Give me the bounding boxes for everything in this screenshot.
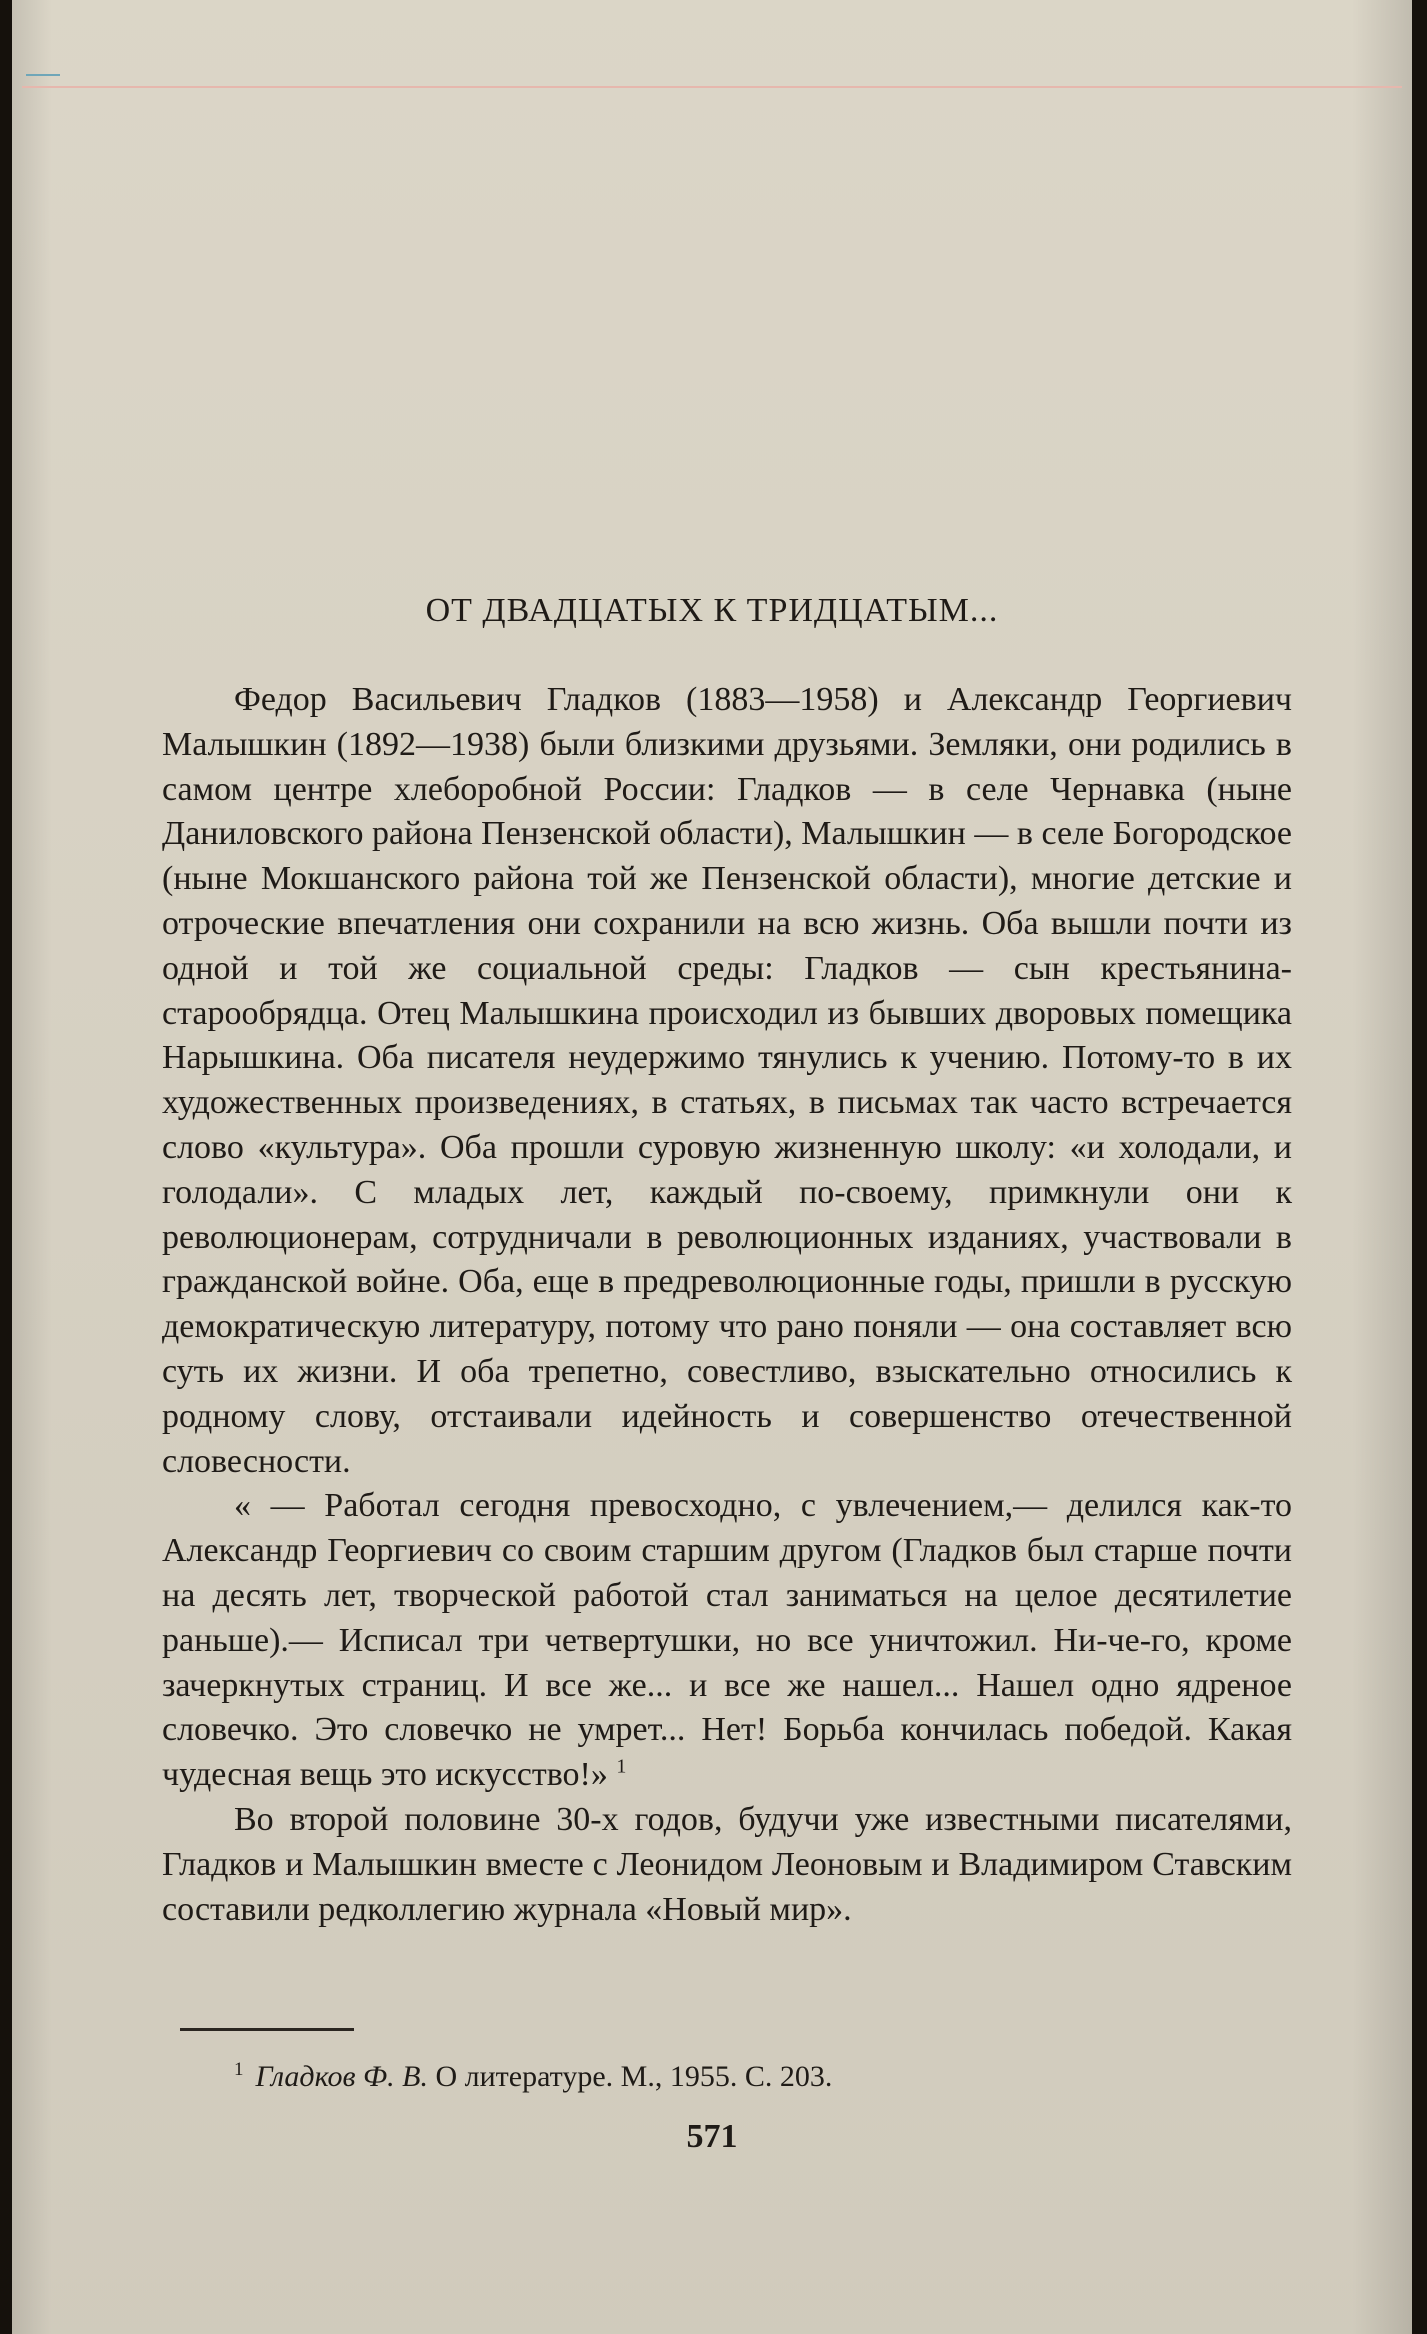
footnote-text: О литературе. М., 1955. С. 203. xyxy=(435,2060,833,2093)
book-page xyxy=(12,0,1412,2334)
page-number: 571 xyxy=(686,2118,738,2155)
paragraph: Во второй половине 30-х годов, будучи уже известными писателями, Гладков и Малышкин вместе с Леонидом Леоновым и Владимиром Ставским составили редколлегию журнала «Новый мир». xyxy=(162,1800,1292,1928)
footnote-number: 1 xyxy=(234,2059,244,2080)
chapter-title: ОТ ДВАДЦАТЫХ К ТРИДЦАТЫМ... xyxy=(425,592,999,629)
paragraph: Федор Васильевич Гладков (1883—1958) и Александр Георгиевич Малышкин (1892—1938) были близкими друзьями. Земляки, они родились в самом центре хлеборобной России: Гладков — в селе Чернавка (ныне Даниловского района Пензенской области), Малышкин — в селе Богородское (ныне Мокшанского района той же Пензенской области), многие детские и отроческие впечатления они сохранили на всю жизнь. Оба вышли почти из одной и той же социальной среды: Гладков — сын крестьянина-старообрядца. Отец Малышкина происходил из бывших дворовых помещика Нарышкина. Оба писателя неудержимо тянулись к учению. Потому-то в их художественных произведениях, в статьях, в письмах так часто встречается слово «культура». Оба прошли суровую жизненную школу: «и холодали, и голодали». С младых лет, каждый по-своему, примкнули они к революционерам, сотрудничали в революционных изданиях, участвовали в гражданской войне. Оба, еще в предреволюционные годы, пришли в русскую демократическую литературу, потому что рано поняли — она составляет всю суть их жизни. И оба трепетно, совестливо, взыскательно относились к родному слову, отстаивали идейность и совершенство отечественной словесности. xyxy=(162,681,1292,1480)
top-margin-mark xyxy=(26,74,60,76)
footnote-divider xyxy=(180,2028,354,2031)
footnote-reference: 1 xyxy=(616,1755,627,1778)
body-text xyxy=(162,678,1292,1932)
paragraph xyxy=(162,1484,1292,1798)
footnote-author: Гладков Ф. В. xyxy=(255,2060,428,2093)
top-margin-line xyxy=(22,86,1402,88)
paragraph-text: « — Работал сегодня превосходно, с увлечением,— делился как-то Александр Георгиевич со своим старшим другом (Гладков был старше почти на десять лет, творческой работой стал заниматься на целое десятилетие раньше).— Исписал три четвертушки, но все уничтожил. Ни-че-го, кроме зачеркнутых страниц. И все же... и все же нашел... Нашел одно ядреное словечко. Это словечко не умрет... Нет! Борьба кончилась победой. Какая чудесная вещь это искусство!» xyxy=(162,1487,1292,1794)
footnote xyxy=(234,2060,1284,2094)
